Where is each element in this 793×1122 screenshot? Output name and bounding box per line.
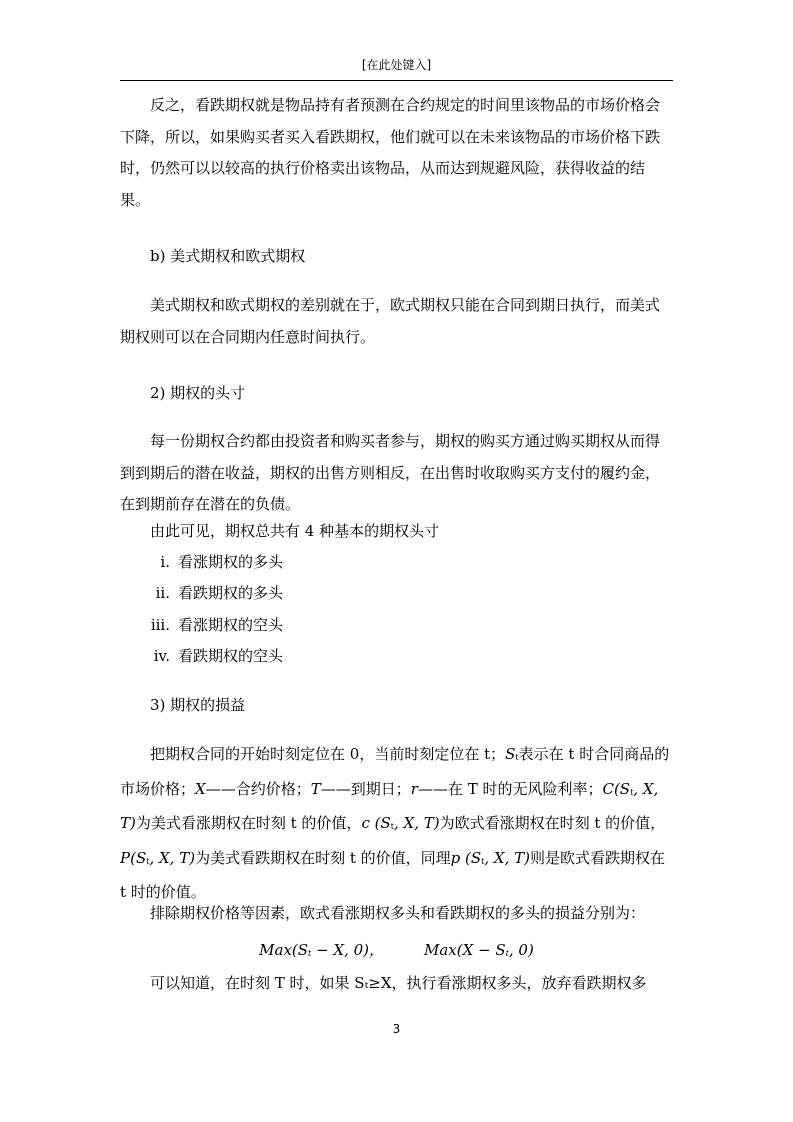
paragraph-positions: 每一份期权合约都由投资者和购买者参与，期权的购买方通过购买期权从而得到到期后的潜在收益，期权的出售方则相反，在出售时收取购买方支付的履约金，在到期前存在潜在的负债。	[120, 432, 661, 513]
paragraph-conclusion: 可以知道，在时刻 T 时，如果 Sₜ≥X，执行看涨期权多头，放弃看跌期权多	[150, 974, 647, 992]
list-item-text: 看涨期权的多头	[178, 553, 284, 571]
list-item-text: 看跌期权的空头	[178, 647, 284, 665]
list-item	[120, 610, 673, 642]
heading-positions: 2) 期权的头寸	[150, 384, 246, 402]
page-header: [在此处键入]	[361, 58, 432, 72]
page-number: 3	[392, 1022, 401, 1036]
list-item-number: iii.	[150, 616, 170, 634]
list-item-number: i.	[160, 553, 170, 571]
profit-formula: Max(St − X, 0)， Max(X − St, 0)	[259, 941, 534, 959]
list-item	[120, 547, 673, 579]
list-item-number: ii.	[155, 584, 170, 602]
paragraph-four-positions: 由此可见，期权总共有 4 种基本的期权头寸	[150, 522, 440, 540]
header-rule	[120, 80, 673, 81]
paragraph-profit-intro: 排除期权价格等因素，欧式看涨期权多头和看跌期权的多头的损益分别为：	[150, 904, 646, 922]
heading-american-european: b) 美式期权和欧式期权	[150, 247, 306, 265]
paragraph-put-option: 反之，看跌期权就是物品持有者预测在合约规定的时间里该物品的市场价格会下降，所以，如果购买者买入看跌期权，他们就可以在未来该物品的市场价格下跌时，仍然可以以较高的执行价格卖出该物品，从而达到规避风险，获得收益的结果。	[120, 96, 661, 209]
list-item-number: iv.	[153, 647, 170, 665]
list-item-text: 看跌期权的多头	[178, 584, 284, 602]
list-item	[120, 578, 673, 610]
list-item	[120, 641, 673, 673]
heading-profit-loss: 3) 期权的损益	[150, 696, 246, 714]
paragraph-american-european: 美式期权和欧式期权的差别就在于，欧式期权只能在合同到期日执行，而美式期权则可以在合同期内任意时间执行。	[120, 296, 661, 346]
list-item-text: 看涨期权的空头	[178, 616, 284, 634]
paragraph-definitions: 把期权合同的开始时刻定位在 0，当前时刻定位在 t；St表示在 t 时合同商品的市场价格；X——合约价格；T——到期日；r——在 T 时的无风险利率；C(St, X, T)为美式看涨期权在时刻 t 的价值，c (St, X, T)为欧式看涨期权在时刻 t 的价值，P(St, X, T)为美式看跌期权在时刻 t 的价值，同理p (St, X, T)则是欧式看跌期权在 t 时的价值。	[120, 745, 670, 901]
